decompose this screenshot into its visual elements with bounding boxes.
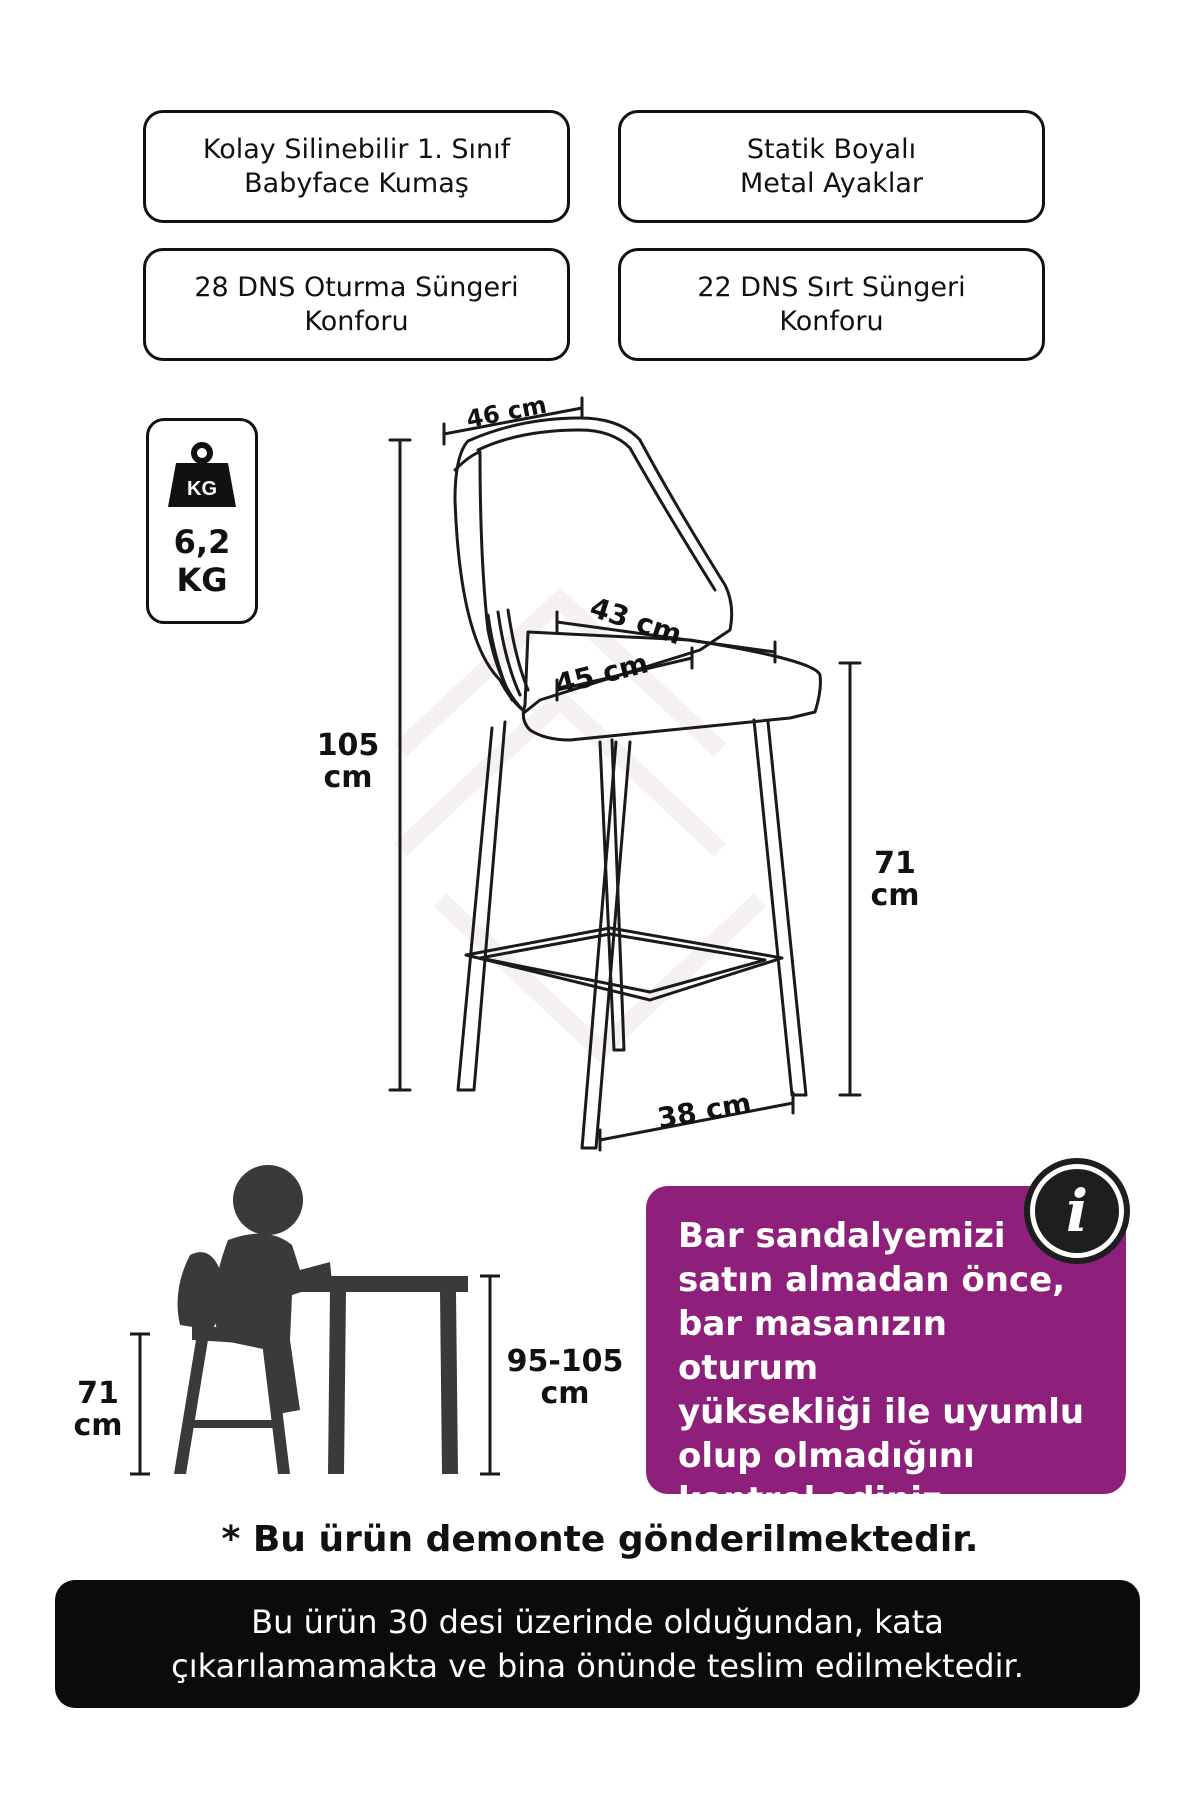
info-line: olup olmadığını [678, 1436, 975, 1476]
feature-back-foam-line1: 22 DNS Sırt Süngeri [697, 271, 966, 303]
info-line: satın almadan önce, [678, 1260, 1066, 1300]
dim-seat-depth: 43 cm [585, 590, 686, 652]
dim-leg-span: 38 cm [654, 1086, 754, 1136]
dim-back-width: 46 cm [464, 390, 549, 434]
info-line: bar masanızın oturum [678, 1304, 947, 1388]
person-head [233, 1165, 303, 1235]
illus-table-height [500, 1346, 630, 1410]
stool-leg-left [174, 1340, 208, 1474]
info-line: yüksekliği ile uyumlu [678, 1392, 1085, 1432]
dim-seat-height-unit: cm [870, 878, 920, 913]
feature-legs-line2: Metal Ayaklar [739, 167, 924, 199]
table-leg-left [328, 1292, 346, 1474]
assembly-note: * Bu ürün demonte gönderilmektedir. [221, 1519, 979, 1560]
feature-legs-line1: Statik Boyalı [746, 133, 917, 165]
info-line: Bar sandalyemizi [678, 1216, 1006, 1256]
feature-back-foam-line2: Konforu [779, 305, 884, 337]
dim-seat-height-value: 71 [874, 846, 916, 881]
feature-fabric-line1: Kolay Silinebilir 1. Sınıf [202, 133, 511, 165]
person-illustration [174, 1165, 468, 1474]
chair-leg-front-right [582, 742, 630, 1148]
weight-icon-label: KG [187, 478, 217, 500]
stool-back [178, 1252, 222, 1330]
info-line: kontrol ediniz. [678, 1480, 955, 1520]
dim-seat-height [855, 848, 935, 912]
table-top [300, 1276, 468, 1292]
delivery-line1: Bu ürün 30 desi üzerinde olduğundan, kata [251, 1603, 944, 1641]
feature-seat-foam-line1: 28 DNS Oturma Süngeri [194, 271, 519, 303]
dim-total-height-value: 105 [316, 728, 380, 763]
illus-stool-height-value: 71 [77, 1376, 119, 1411]
delivery-banner [55, 1580, 1140, 1708]
illus-stool-height-unit: cm [73, 1408, 123, 1443]
info-icon [1024, 1158, 1130, 1264]
dim-total-height [308, 730, 388, 794]
weight-value-number: 6,2 [173, 523, 231, 561]
delivery-line2: çıkarılamamakta ve bina önünde teslim edilmektedir. [171, 1647, 1024, 1685]
illus-stool-height [58, 1378, 138, 1442]
table-leg-right [440, 1292, 458, 1474]
illus-table-height-unit: cm [540, 1376, 590, 1411]
illus-table-height-value: 95-105 [506, 1344, 624, 1379]
dim-seat-width: 45 cm [551, 646, 652, 702]
feature-seat-foam-line2: Konforu [304, 305, 409, 337]
weight-value-unit: KG [176, 561, 228, 599]
feature-fabric-line2: Babyface Kumaş [244, 167, 469, 199]
stool-rung [187, 1420, 283, 1428]
info-icon-glyph: i [1035, 1169, 1119, 1253]
dim-total-height-unit: cm [323, 760, 373, 795]
